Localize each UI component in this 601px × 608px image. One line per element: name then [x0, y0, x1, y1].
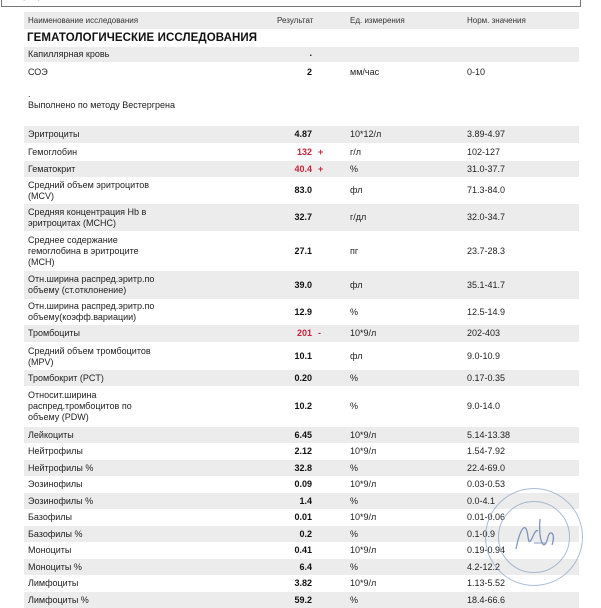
row-norm: 0.0-4.1 — [467, 496, 496, 506]
table-row — [24, 592, 579, 608]
row-name: Средний объем тромбоцитов (MPV) — [28, 346, 151, 367]
row-name: Лейкоциты — [28, 430, 74, 440]
row-norm: 32.0-34.7 — [467, 212, 506, 222]
row-unit: % — [350, 595, 359, 605]
row-value: 32.8 — [294, 463, 312, 473]
row-value: 10.2 — [294, 401, 312, 411]
row-value: 39.0 — [294, 280, 312, 290]
table-row — [24, 126, 579, 143]
row-name: Базофилы % — [28, 529, 83, 539]
table-row — [24, 204, 579, 231]
row-name: Средний объем эритроцитов (MCV) — [28, 180, 150, 201]
row-unit: пг — [350, 246, 359, 256]
row-unit: % — [350, 463, 359, 473]
row-norm: 1.13-5.52 — [467, 578, 506, 588]
row-norm: 31.0-37.7 — [467, 164, 506, 174]
row-value: 0.09 — [294, 479, 312, 489]
row-name: Относит.ширина распред.тромбоцитов по объему (PDW) — [28, 390, 132, 422]
row-name: Отн.ширина распред.эритр.по объему(коэфф.вариации) — [28, 301, 155, 322]
row-unit: % — [350, 373, 359, 383]
row-value: 10.1 — [294, 351, 312, 361]
row-name: Капиллярная кровь — [28, 49, 110, 59]
row-unit: 10*12/л — [350, 129, 382, 139]
clinic-stamp — [485, 488, 583, 586]
header-norm: Норм. значения — [467, 16, 526, 25]
row-norm: 18.4-66.6 — [467, 595, 506, 605]
table-row — [24, 427, 579, 443]
row-name: СОЭ — [28, 67, 48, 77]
row-name: Эритроциты — [28, 129, 80, 139]
row-unit: 10*9/л — [350, 328, 377, 338]
row-norm: 0.17-0.35 — [467, 373, 506, 383]
row-value: 0.41 — [294, 545, 312, 555]
row-unit: фл — [350, 280, 363, 290]
header-result: Результат — [277, 16, 314, 25]
signature-icon — [486, 489, 582, 585]
row-name: Моноциты % — [28, 562, 82, 572]
table-row — [24, 177, 579, 204]
table-row — [24, 47, 579, 62]
row-norm: 12.5-14.9 — [467, 307, 506, 317]
row-name: Тромбоциты — [28, 328, 81, 338]
row-name: Среднее содержание гемоглобина в эритроците (MCH) — [28, 235, 139, 267]
table-row — [24, 386, 579, 427]
row-value: 0.20 — [294, 373, 312, 383]
row-norm: 5.14-13.38 — [467, 430, 511, 440]
row-name: Эозинофилы % — [28, 496, 94, 506]
row-norm: 0.01-0.06 — [467, 512, 506, 522]
row-value: 12.9 — [294, 307, 312, 317]
row-name: Моноциты — [28, 545, 72, 555]
row-norm: 0.19-0.94 — [467, 545, 506, 555]
section-title: ГЕМАТОЛОГИЧЕСКИЕ ИССЛЕДОВАНИЯ — [27, 32, 258, 44]
row-unit: 10*9/л — [350, 578, 377, 588]
row-value: 201 — [296, 328, 312, 338]
row-unit: мм/час — [350, 67, 380, 77]
row-name: Гемоглобин — [28, 147, 78, 157]
row-name: Лимфоциты % — [28, 595, 89, 605]
row-unit: 10*9/л — [350, 430, 377, 440]
row-name: Нейтрофилы % — [28, 463, 94, 473]
table-header — [24, 12, 579, 29]
row-value: 0.2 — [299, 529, 312, 539]
row-value: 32.7 — [294, 212, 312, 222]
row-value: 6.45 — [294, 430, 312, 440]
row-unit: фл — [350, 185, 363, 195]
row-unit: % — [350, 401, 359, 411]
row-norm: 0-10 — [467, 67, 486, 77]
row-unit: фл — [350, 351, 363, 361]
row-unit: % — [350, 307, 359, 317]
row-name: . Выполнено по методу Вестергрена — [28, 89, 176, 110]
row-unit: % — [350, 164, 359, 174]
table-row — [24, 86, 579, 128]
row-value: 132 — [296, 147, 312, 157]
row-value: 27.1 — [294, 246, 312, 256]
row-norm: 9.0-10.9 — [467, 351, 501, 361]
row-name: Отн.ширина распред.эритр.по объему (ст.отклонение) — [28, 274, 155, 295]
table-row — [24, 343, 579, 370]
row-unit: 10*9/л — [350, 545, 377, 555]
row-norm: 0.1-0.9 — [467, 529, 496, 539]
row-norm: 71.3-84.0 — [467, 185, 506, 195]
row-name: Тромбокрит (PCT) — [28, 373, 104, 383]
row-value: 3.82 — [294, 578, 312, 588]
row-norm: 1.54-7.92 — [467, 446, 506, 456]
row-norm: 202-403 — [467, 328, 501, 338]
row-name: Эозинофилы — [28, 479, 83, 489]
table-row — [24, 271, 579, 299]
header-name: Наименование исследования — [28, 16, 139, 25]
table-row — [24, 325, 579, 342]
row-name: Нейтрофилы — [28, 446, 83, 456]
row-value: . — [309, 48, 312, 58]
table-row — [24, 144, 579, 161]
row-value: 1.4 — [299, 496, 312, 506]
row-value: 0.01 — [294, 512, 312, 522]
table-row — [24, 460, 579, 476]
row-unit: 10*9/л — [350, 479, 377, 489]
row-norm: 0.03-0.53 — [467, 479, 506, 489]
row-value: 40.4 — [294, 164, 312, 174]
lab-label — [7, 0, 52, 1]
table-row — [24, 64, 579, 80]
row-unit: % — [350, 529, 359, 539]
row-norm: 4.2-12.2 — [467, 562, 501, 572]
row-unit: 10*9/л — [350, 446, 377, 456]
row-value: 2.12 — [294, 446, 312, 456]
table-row — [24, 232, 579, 271]
row-name: Средняя концентрация Hb в эритроцитах (MCHC) — [28, 207, 147, 228]
row-name: Лимфоциты — [28, 578, 79, 588]
table-row — [24, 299, 579, 325]
row-unit: 10*9/л — [350, 512, 377, 522]
row-value: 4.87 — [294, 129, 312, 139]
row-norm: 22.4-69.0 — [467, 463, 506, 473]
row-norm: 35.1-41.7 — [467, 280, 506, 290]
row-flag: + — [318, 147, 324, 157]
lab-info-box — [1, 0, 581, 7]
row-value: 83.0 — [294, 185, 312, 195]
row-unit: г/л — [350, 147, 362, 157]
row-unit: % — [350, 496, 359, 506]
row-norm: 9.0-14.0 — [467, 401, 501, 411]
row-unit: % — [350, 562, 359, 572]
row-value: 2 — [306, 67, 312, 77]
row-norm: 3.89-4.97 — [467, 129, 506, 139]
row-flag: - — [318, 328, 321, 338]
row-value: 6.4 — [299, 562, 312, 572]
header-unit: Ед. измерения — [350, 16, 405, 25]
row-value: 59.2 — [294, 595, 312, 605]
row-unit: г/дл — [350, 212, 367, 222]
table-row — [24, 443, 579, 460]
row-norm: 23.7-28.3 — [467, 246, 506, 256]
row-norm: 102-127 — [467, 147, 501, 157]
table-row — [24, 161, 579, 177]
table-row — [24, 370, 579, 386]
row-flag: + — [318, 164, 324, 174]
row-name: Базофилы — [28, 512, 72, 522]
row-name: Гематокрит — [28, 164, 76, 174]
